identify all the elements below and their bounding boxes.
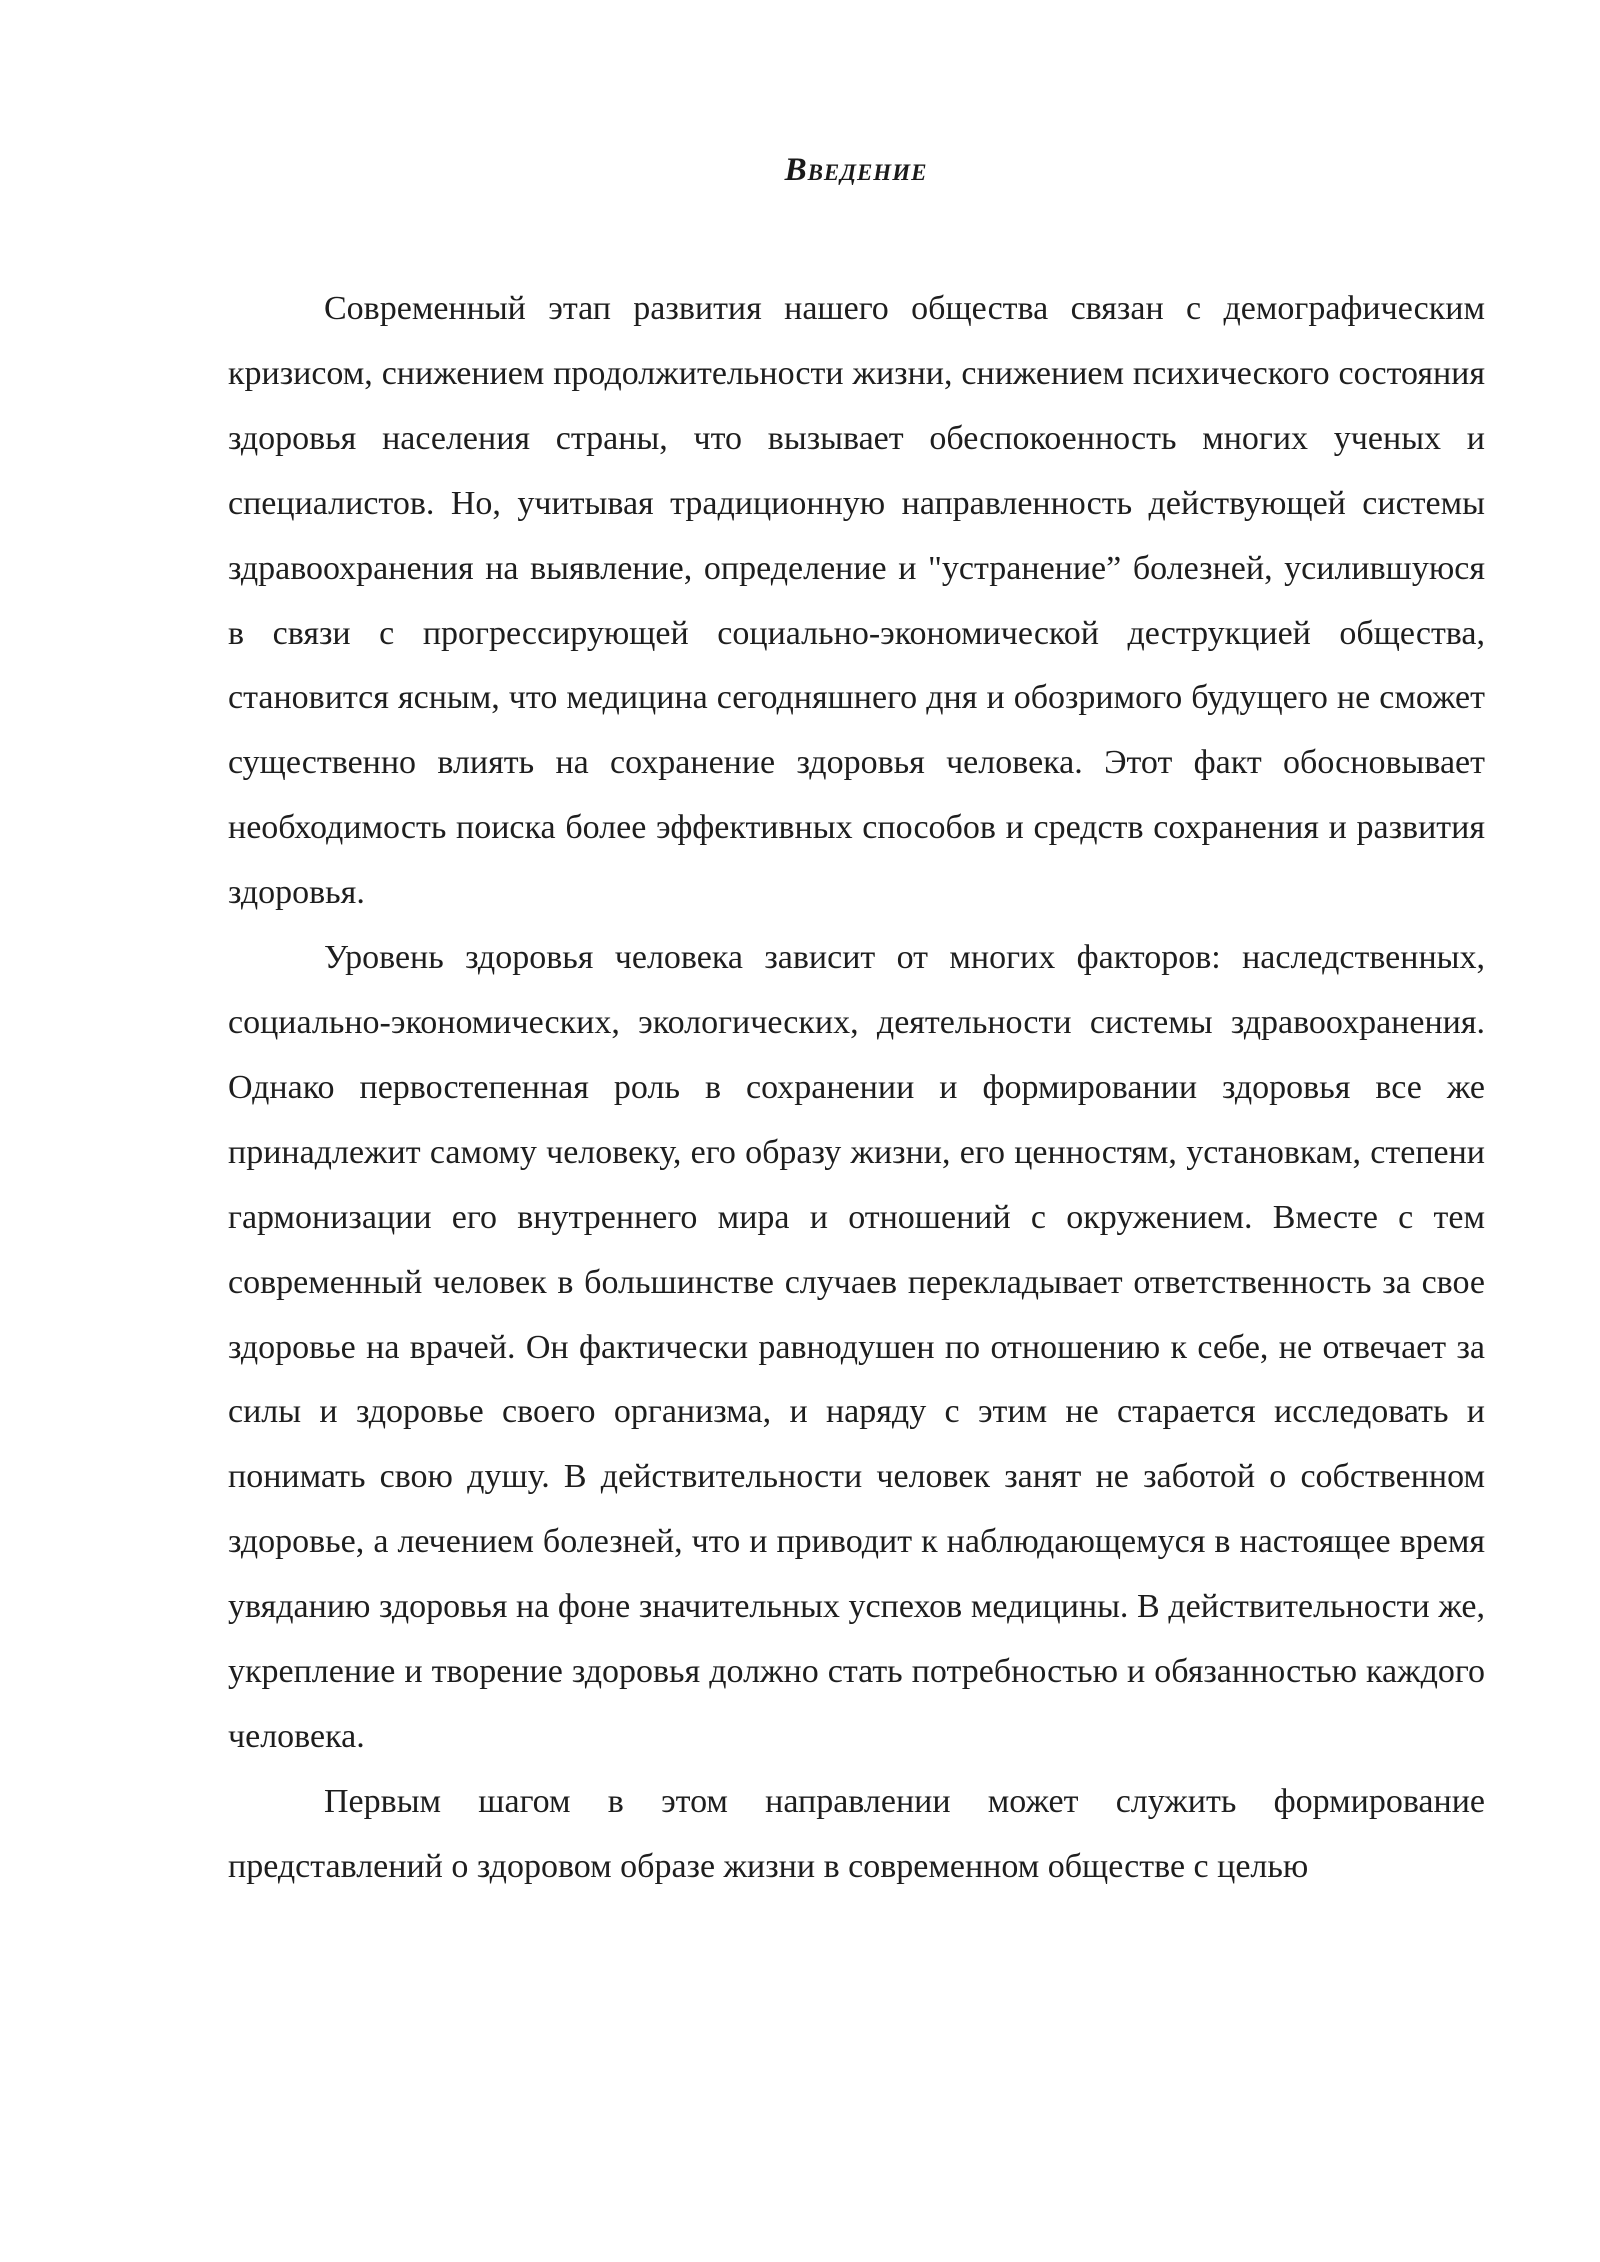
paragraph-1: Современный этап развития нашего общества связан с демографическим кризисом, снижением продолжительности жизни, снижением психического состояния здоровья населения страны, что вызывает обеспокоенность многих ученых и специалистов. Но, учитывая традиционную направленность действующей системы здравоохранения на выявление, определение и "устранение” болезней, усилившуюся в связи с прогрессирующей социально-экономической деструкцией общества, становится ясным, что медицина сегодняшнего дня и обозримого будущего не сможет существенно влиять на сохранение здоровья человека. Этот факт обосновывает необходимость поиска более эффективных способов и средств сохранения и развития здоровья.: [228, 290, 1485, 912]
document-title: Введение: [784, 152, 928, 188]
paragraph-3: Первым шагом в этом направлении может служить формирование представлений о здоровом образе жизни в современном обществе с целью: [228, 1782, 1485, 1885]
document-body: [228, 277, 1485, 1900]
paragraph-2: Уровень здоровья человека зависит от многих факторов: наследственных, социально-экономических, экологических, деятельности системы здравоохранения. Однако первостепенная роль в сохранении и формировании здоровья все же принадлежит самому человеку, его образу жизни, его ценностям, установкам, степени гармонизации его внутреннего мира и отношений с окружением. Вместе с тем современный человек в большинстве случаев перекладывает ответственность за свое здоровье на врачей. Он фактически равнодушен по отношению к себе, не отвечает за силы и здоровье своего организма, и наряду с этим не старается исследовать и понимать свою душу. В действительности человек занят не заботой о собственном здоровье, а лечением болезней, что и приводит к наблюдающемуся в настоящее время увяданию здоровья на фоне значительных успехов медицины. В действительности же, укрепление и творение здоровья должно стать потребностью и обязанностью каждого человека.: [228, 939, 1485, 1755]
